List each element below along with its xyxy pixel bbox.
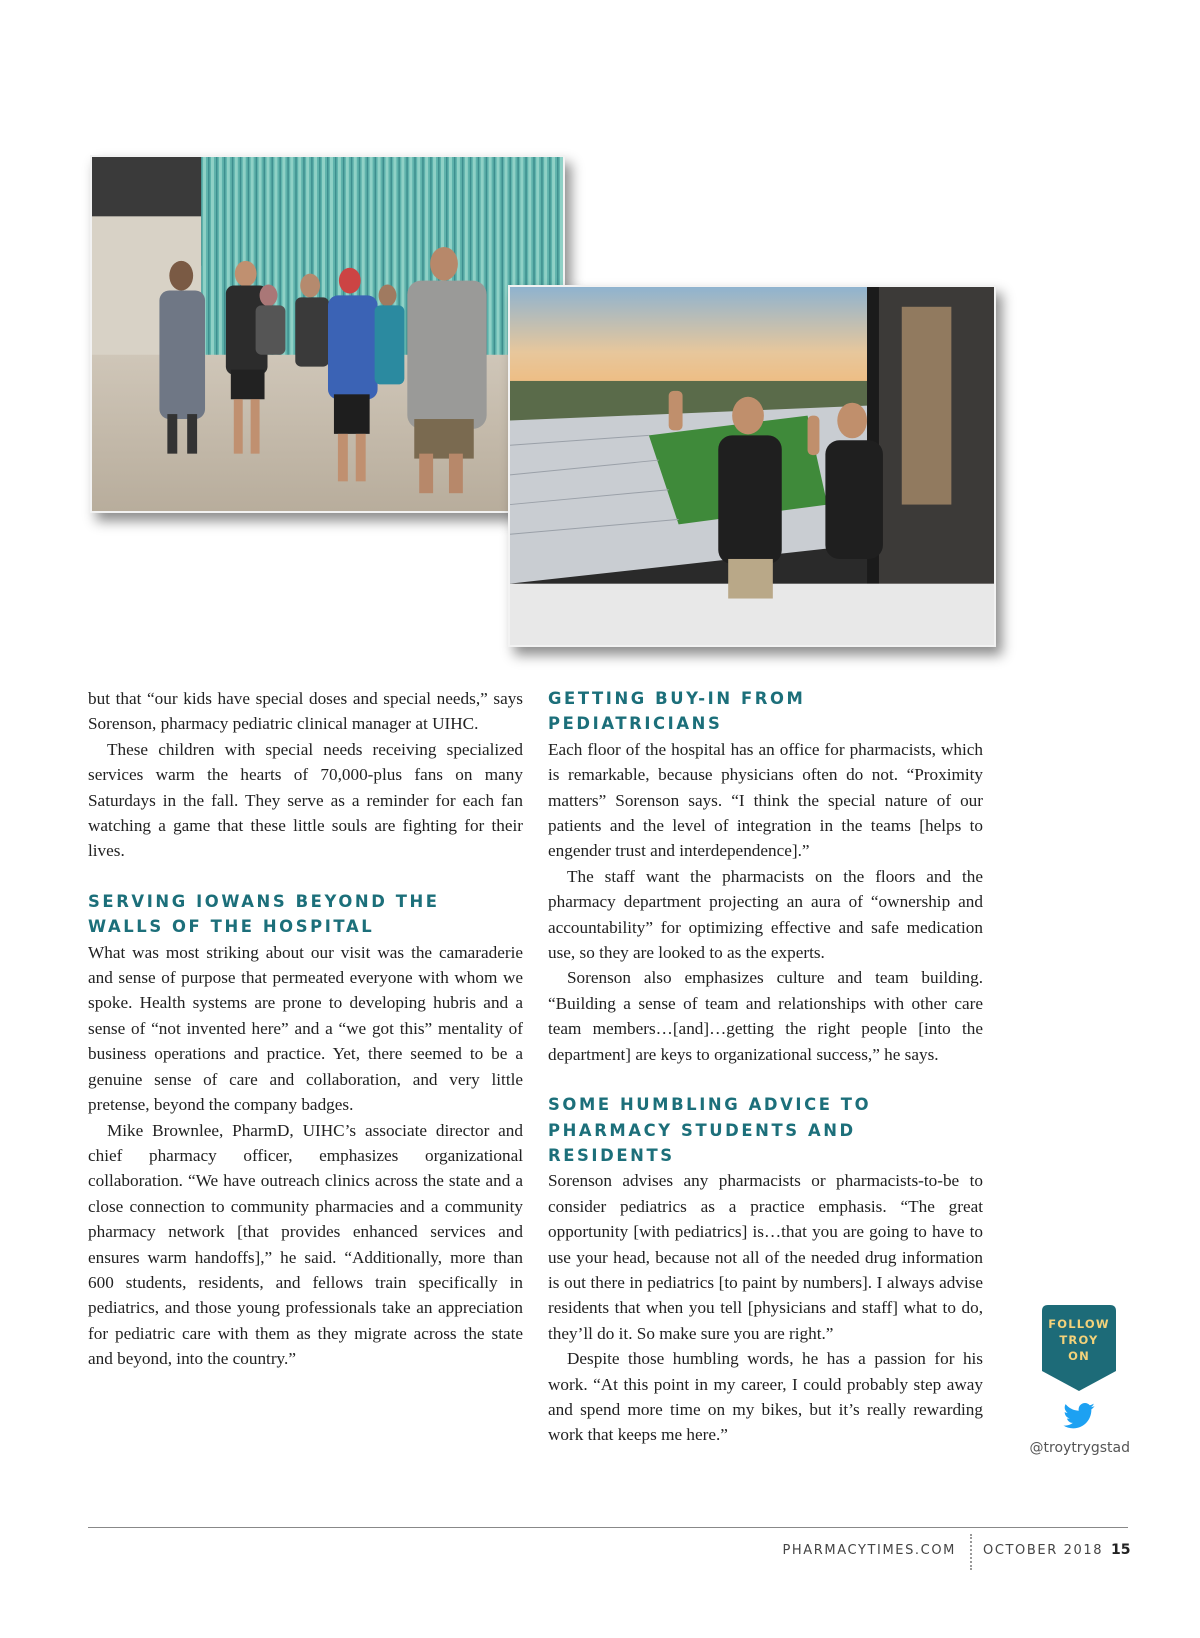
footer-rule <box>88 1527 1128 1528</box>
badge-line: ON <box>1068 1349 1090 1363</box>
footer-site: PHARMACYTIMES.COM <box>782 1543 956 1558</box>
article-right-column <box>548 686 983 1448</box>
paragraph: What was most striking about our visit was the camaraderie and sense of purpose that permeated everyone with whom we spoke. Health systems are prone to developing hubris and a sense of “not invented here” and a “we got this” mentality of business operations and practice. Yet, there seemed to be a genuine sense of care and collaboration, and very little pretense, beyond the company badges. <box>88 942 523 1115</box>
paragraph: Each floor of the hospital has an office for pharmacists, which is remarkable, because physicians often do not. “Proximity matters” Sorenson says. “I think the special nature of our patients and the level of integration in the teams [helps to engender trust and interdependence].” <box>548 739 983 861</box>
paragraph: Sorenson also emphasizes culture and team building. “Building a sense of team and relationships with other care team members…[and]…getting the right people [into the department] are keys to organizational success,” he says. <box>548 968 983 1064</box>
twitter-icon[interactable] <box>1063 1403 1095 1429</box>
twitter-handle[interactable]: @troytrygstad <box>1029 1440 1130 1456</box>
badge-line: TROY <box>1059 1333 1099 1347</box>
photo-lobby-group <box>90 155 565 513</box>
section-heading: SOME HUMBLING ADVICE TO PHARMACY STUDENTS AND RESIDENTS <box>548 1095 872 1165</box>
photo-lobby-group-image <box>92 157 563 511</box>
paragraph: Sorenson advises any pharmacists or pharmacists-to-be to consider pediatrics as a practice emphasis. “The great opportunity [with pediatrics] is…that you are going to have to use your head, because not all of the needed drug information is out there in pediatrics [to paint by numbers]. I always advise residents that when you tell [physicians and staff] what to do, they’ll do it. So make sure you are right.” <box>548 1171 983 1343</box>
paragraph: Mike Brownlee, PharmD, UIHC’s associate director and chief pharmacy officer, emphasizes organizational collaboration. “We have outreach clinics across the state and a close connection to community pharmacies and a community pharmacy network [that provides enhanced services and ensures warm handoffs],” he said. “Additionally, more than 600 students, residents, and fellows train specifically in pediatrics, and those young professionals take an appreciation for pediatric care with them as they migrate across the state and beyond, into the country.” <box>88 1120 523 1369</box>
badge-line: FOLLOW <box>1048 1317 1110 1331</box>
page-number: 15 <box>1111 1542 1131 1558</box>
footer-divider <box>970 1534 972 1570</box>
paragraph: These children with special needs receiving specialized services warm the hearts of 70,000-plus fans on many Saturdays in the fall. They serve as a reminder for each fan watching a game that these little souls are fighting for their lives. <box>88 739 523 861</box>
section-heading: GETTING BUY-IN FROM PEDIATRICIANS <box>548 689 806 734</box>
section-heading: SERVING IOWANS BEYOND THE WALLS OF THE HOSPITAL <box>88 891 440 937</box>
paragraph: but that “our kids have special doses and special needs,” says Sorenson, pharmacy pediatric clinical manager at UIHC. <box>88 689 523 734</box>
photo-stadium-view <box>508 285 996 647</box>
paragraph: The staff want the pharmacists on the floors and the pharmacy department projecting an aura of “ownership and accountability” for optimizing effective and safe medication use, so they are looked to as the experts. <box>548 866 983 963</box>
follow-badge <box>1042 1305 1116 1391</box>
article-left-column <box>88 686 523 1372</box>
footer-date: OCTOBER 2018 <box>983 1543 1104 1558</box>
paragraph: Despite those humbling words, he has a passion for his work. “At this point in my career, I could probably step away and spend more time on my bikes, but it’s really rewarding work that keeps me here.” <box>548 1349 983 1445</box>
photo-stadium-view-image <box>510 287 994 645</box>
